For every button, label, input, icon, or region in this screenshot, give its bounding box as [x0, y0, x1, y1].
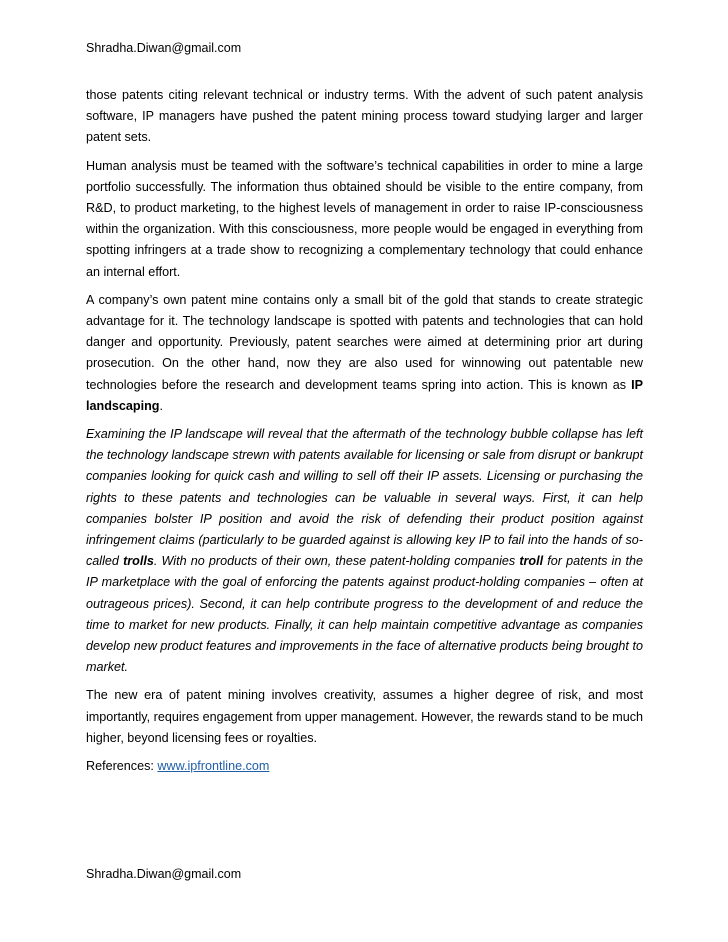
paragraph-1: those patents citing relevant technical or industry terms. With the advent of such patent analysis software, IP managers have pushed the patent mining process toward studying larger and larger patent sets.	[86, 88, 643, 145]
paragraph-4	[86, 424, 643, 678]
paragraph-3-end: .	[159, 398, 163, 413]
paragraph-4-text-a: Examining the IP landscape will reveal that the aftermath of the technology bubble collapse has left the technology landscape strewn with patents available for licensing or sale from disrupt or bankrupt companies looking for quick cash and willing to sell off their IP assets. Licensing or purchasing the rights to these patents and technologies can be valuable in several ways. First, it can help companies bolster IP position and avoid the risk of defending their product position against infringement claims (particularly to be guarded against is allowing key IP to fail into the hands of so-called	[86, 427, 643, 569]
footer-email: Shradha.Diwan@gmail.com	[86, 867, 242, 881]
paragraph-5: The new era of patent mining involves creativity, assumes a higher degree of risk, and most importantly, requires engagement from upper management. However, the rewards stand to be much higher, beyond licensing fees or royalties.	[86, 688, 643, 745]
troll-term: troll	[519, 554, 544, 569]
trolls-term: trolls	[123, 554, 154, 569]
paragraph-4-text-b: . With no products of their own, these patent-holding companies	[153, 554, 520, 569]
paragraph-4-text-c: for patents in the IP marketplace with the goal of enforcing the patents against product-holding companies – often at outrageous prices). Second, it can help contribute progress to the development of and reduce the time to market for new products. Finally, it can help maintain competitive advantage as companies develop new product features and improvements in the face of alternative products being brought to market.	[86, 554, 643, 675]
header-email: Shradha.Diwan@gmail.com	[86, 41, 242, 55]
ip-landscaping-term: IP landscaping	[86, 377, 643, 413]
paragraph-3	[86, 290, 643, 417]
references-link[interactable]: www.ipfrontline.com	[157, 759, 270, 774]
paragraph-3-text: A company’s own patent mine contains only a small bit of the gold that stands to create strategic advantage for it. The technology landscape is spotted with patents and technologies that can hold danger and opportunity. Previously, patent searches were aimed at determining prior art during prosecution. On the other hand, now they are also used for winnowing out patentable new technologies before the research and development teams spring into action. This is known as	[86, 292, 643, 392]
paragraph-2: Human analysis must be teamed with the software’s technical capabilities in order to mine a large portfolio successfully. The information thus obtained should be visible to the entire company, from R&D, to product marketing, to the highest levels of management in order to raise IP-consciousness within the organization. With this consciousness, more people would be engaged in everything from spotting infringers at a trade show to recognizing a complementary technology that could enhance an internal effort.	[86, 158, 643, 279]
references	[86, 756, 643, 777]
document-body	[86, 85, 643, 777]
references-label: References:	[86, 759, 158, 774]
